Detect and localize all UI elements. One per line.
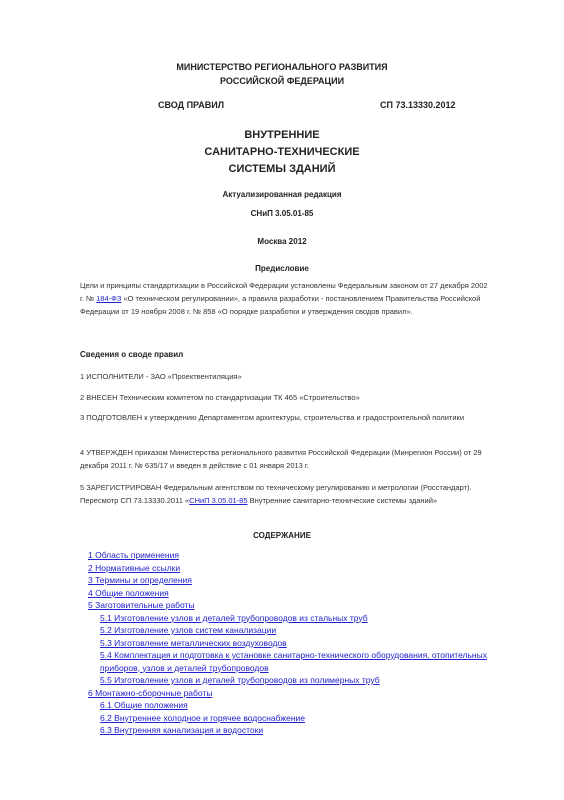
info-item-2: 2 ВНЕСЕН Техническим комитетом по стандартизации ТК 465 «Строительство» xyxy=(80,393,360,402)
contents-heading: СОДЕРЖАНИЕ xyxy=(253,531,311,540)
toc-link-6-1[interactable]: 6.1 Общие положения xyxy=(100,700,188,710)
toc-link-1[interactable]: 1 Область применения xyxy=(88,550,179,560)
title-line-3: СИСТЕМЫ ЗДАНИЙ xyxy=(228,163,336,175)
code-label-left: СВОД ПРАВИЛ xyxy=(158,100,225,110)
toc-link-4[interactable]: 4 Общие положения xyxy=(88,587,169,598)
preface-heading: Предисловие xyxy=(255,264,309,273)
info-item-3: 3 ПОДГОТОВЛЕН к утверждению Департаментом архитектуры, строительства и градостроительной политики xyxy=(80,413,465,422)
edition-label: Актуализированная редакция xyxy=(222,190,342,199)
toc-item xyxy=(88,624,508,637)
snip-link[interactable]: СНиП 3.05.01-85 xyxy=(189,496,248,505)
toc-link-5-3[interactable]: 5.3 Изготовление металлических воздуховодов xyxy=(100,637,287,648)
code-label-right: СП 73.13330.2012 xyxy=(380,100,456,110)
title-line-2: САНИТАРНО-ТЕХНИЧЕСКИЕ xyxy=(204,146,360,158)
ministry-line-2: РОССИЙСКОЙ ФЕДЕРАЦИИ xyxy=(219,76,345,86)
toc-link-5-4[interactable]: 5.4 Комплектация и подготовка к установке санитарно-технического оборудования, отопительных приборов, узлов и деталей трубопроводов xyxy=(100,650,487,673)
toc-item xyxy=(88,574,508,587)
toc-link-5-2[interactable]: 5.2 Изготовление узлов систем канализации xyxy=(100,625,277,635)
toc-item xyxy=(88,699,508,712)
info-item-1: 1 ИСПОЛНИТЕЛИ - ЗАО «Проектвентиляция» xyxy=(80,372,242,381)
law-link[interactable]: 184-ФЗ xyxy=(96,294,122,303)
toc-link-6[interactable]: 6 Монтажно-сборочные работы xyxy=(88,687,213,698)
table-of-contents xyxy=(88,549,508,737)
toc-item xyxy=(88,599,508,612)
preface-text-after: «О техническом регулировании», а правила разработки - постановлением Правительства Российской Федерации от 19 ноября 2008 г. № 858 «О порядке разработки и утверждения сводов правил». xyxy=(80,294,481,316)
title-line-1: ВНУТРЕННИЕ xyxy=(244,129,320,141)
preface-text-before: Цели и принципы стандартизации в Российской Федерации установлены Федеральным законом от 27 декабря 2002 г. № xyxy=(80,281,488,303)
preface-paragraph xyxy=(80,279,490,318)
info-item-5 xyxy=(80,481,490,507)
toc-item xyxy=(88,687,508,700)
toc-item xyxy=(88,612,508,625)
toc-item xyxy=(88,562,508,575)
city-year: Москва 2012 xyxy=(257,237,307,246)
toc-link-5[interactable]: 5 Заготовительные работы xyxy=(88,600,195,610)
toc-link-5-1[interactable]: 5.1 Изготовление узлов и деталей трубопроводов из стальных труб xyxy=(100,612,368,623)
info-heading: Сведения о своде правил xyxy=(80,350,184,359)
toc-item xyxy=(88,674,508,687)
toc-link-5-5[interactable]: 5.5 Изготовление узлов и деталей трубопроводов из полимерных труб xyxy=(100,675,380,685)
document-title xyxy=(0,127,564,178)
ministry-line-1: МИНИСТЕРСТВО РЕГИОНАЛЬНОГО РАЗВИТИЯ xyxy=(176,62,388,72)
toc-item xyxy=(88,637,508,650)
toc-item xyxy=(88,649,508,674)
toc-item xyxy=(88,712,508,725)
toc-link-6-2[interactable]: 6.2 Внутреннее холодное и горячее водоснабжение xyxy=(100,712,306,723)
toc-item xyxy=(88,724,508,737)
info-item-5-after: Внутренние санитарно-технические системы зданий» xyxy=(247,496,438,505)
toc-item xyxy=(88,587,508,600)
toc-item xyxy=(88,549,508,562)
snip-code: СНиП 3.05.01-85 xyxy=(250,209,314,218)
info-item-4: 4 УТВЕРЖДЕН приказом Министерства регионального развития Российской Федерации (Минрегион России) от 29 декабря 2011 г. № 635/17 и введен в действие с 01 января 2013 г. xyxy=(80,448,482,470)
ministry-header xyxy=(0,60,564,88)
toc-link-3[interactable]: 3 Термины и определения xyxy=(88,575,192,585)
toc-link-2[interactable]: 2 Нормативные ссылки xyxy=(88,562,181,573)
toc-link-6-3[interactable]: 6.3 Внутренняя канализация и водостоки xyxy=(100,725,264,735)
info-item-5-before: 5 ЗАРЕГИСТРИРОВАН Федеральным агентством по техническому регулированию и метрологии (Росстандарт). Пересмотр СП 73.13330.2011 « xyxy=(80,483,472,505)
